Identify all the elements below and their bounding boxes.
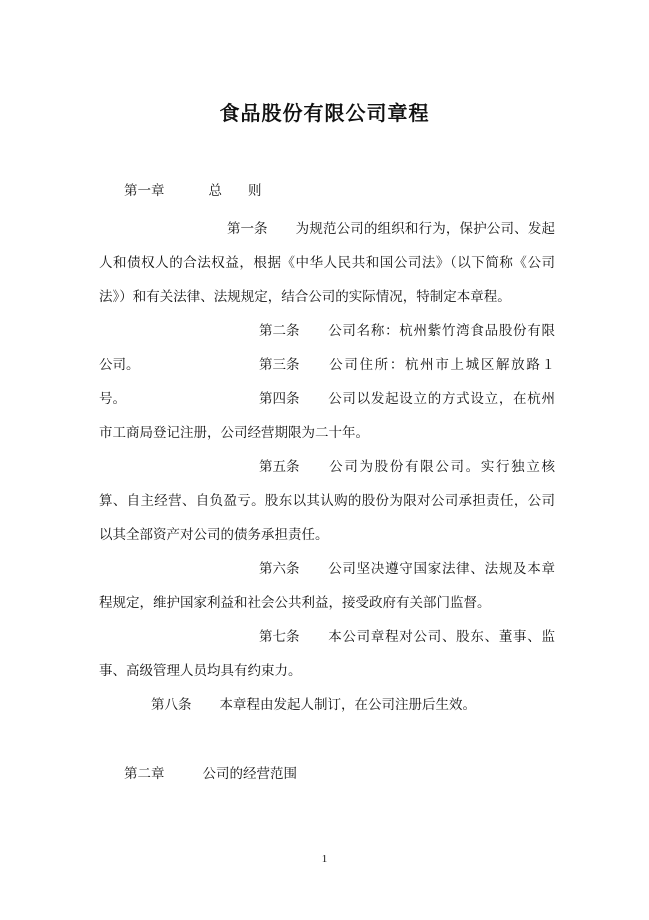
article-6 xyxy=(99,552,555,620)
document-title: 食品股份有限公司章程 xyxy=(219,101,430,125)
article-label: 第四条 xyxy=(259,391,300,407)
chapter-1-label: 第一章 xyxy=(124,183,165,199)
article-text: 为规范公司的组织和行为，保护公司、发起人和债权人的合法权益，根据《中华人民共和国公司法》（以下简称《公司法》）和有关法律、法规规定，结合公司的实际情况，特制定本章程。 xyxy=(99,221,555,305)
article-text: 本公司章程对公司、股东、董事、监事、高级管理人员均具有约束力。 xyxy=(99,629,555,679)
chapter-1-name-part1: 总 xyxy=(208,183,222,199)
article-label: 第一条 xyxy=(227,221,268,237)
article-1 xyxy=(99,212,555,314)
article-label: 第八条 xyxy=(151,697,192,713)
article-8 xyxy=(99,688,555,722)
chapter-2-label: 第二章 xyxy=(124,766,165,782)
article-7 xyxy=(99,620,555,688)
article-label: 第二条 xyxy=(259,323,300,339)
article-text: 本章程由发起人制订，在公司注册后生效。 xyxy=(219,697,476,713)
article-text: 公司坚决遵守国家法律、法规及本章程规定，维护国家利益和社会公共利益，接受政府有关部门监督。 xyxy=(99,561,555,611)
chapter-2-heading xyxy=(124,764,297,784)
article-label: 第三条 xyxy=(259,357,300,373)
page-number: 1 xyxy=(321,853,328,865)
article-5 xyxy=(99,450,555,552)
chapter-2-name: 公司的经营范围 xyxy=(202,766,297,782)
article-4 xyxy=(99,382,555,450)
article-text: 公司为股份有限公司。实行独立核算、自主经营、自负盈亏。股东以其认购的股份为限对公司承担责任，公司以其全部资产对公司的债务承担责任。 xyxy=(99,459,555,543)
chapter-1-heading xyxy=(124,181,262,201)
article-text: 公司住所：杭州市上城区解放路１号。 xyxy=(99,357,555,407)
article-label: 第五条 xyxy=(259,459,300,475)
article-label: 第七条 xyxy=(259,629,300,645)
article-text: 公司名称：杭州紫竹湾食品股份有限公司。 xyxy=(99,323,555,373)
chapter-1-name-part2: 则 xyxy=(248,183,262,199)
article-text: 公司以发起设立的方式设立，在杭州市工商局登记注册，公司经营期限为二十年。 xyxy=(99,391,555,441)
article-label: 第六条 xyxy=(259,561,300,577)
